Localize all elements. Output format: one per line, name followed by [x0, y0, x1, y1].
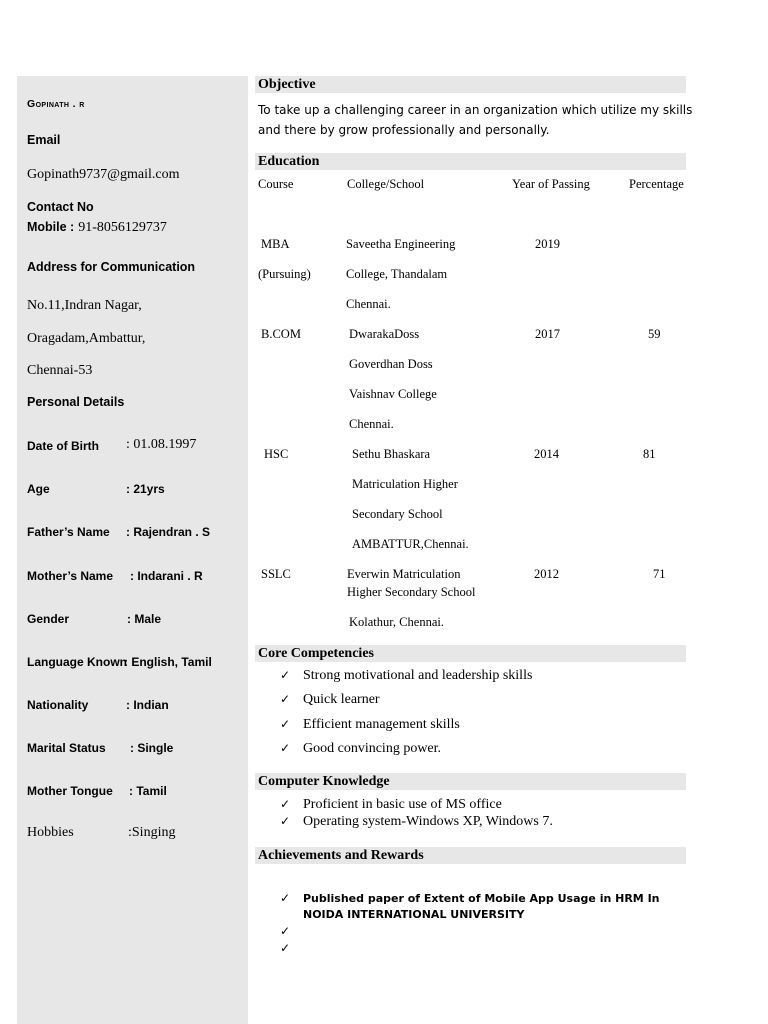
contact-label: Contact No [27, 200, 94, 214]
hobbies-label: Hobbies [27, 825, 74, 840]
percentage-column-header: Percentage [629, 177, 684, 191]
education-college: Secondary School [352, 507, 443, 521]
competency-item: Good convincing power. [303, 741, 442, 756]
hobbies-value: :Singing [128, 825, 176, 840]
computer-skill-item: Operating system-Windows XP, Windows 7. [303, 814, 553, 829]
check-icon: ✓ [280, 717, 291, 731]
education-college: Sethu Bhaskara [352, 447, 431, 461]
achievement-item: Published paper of Extent of Mobile App Usage in HRM In NOIDA INTERNATIONAL UNIVERSITY [303, 892, 660, 921]
education-heading: Education [255, 153, 686, 170]
language-label: Language Known [27, 655, 127, 669]
education-college: DwarakaDoss [349, 327, 420, 341]
check-icon: ✓ [280, 797, 291, 811]
education-course: HSC [264, 447, 289, 461]
college-column-header: College/School [347, 177, 425, 191]
education-course: SSLC [261, 567, 291, 581]
age-label: Age [27, 482, 50, 496]
father-name-value: : Rajendran . S [126, 525, 211, 539]
computer-skill-item: Proficient in basic use of MS office [303, 797, 502, 812]
education-year: 2017 [535, 327, 560, 341]
personal-details-title: Personal Details [27, 395, 125, 409]
address-line: No.11,Indran Nagar, [27, 298, 142, 313]
year-column-header: Year of Passing [512, 177, 590, 191]
course-column-header: Course [258, 177, 294, 191]
education-college: Goverdhan Doss [349, 357, 433, 371]
nationality-value: : Indian [126, 698, 169, 712]
education-course: (Pursuing) [258, 267, 311, 281]
gender-label: Gender [27, 612, 70, 626]
education-college: Higher Secondary School [347, 585, 476, 599]
check-icon: ✓ [280, 741, 291, 755]
computer-knowledge-heading: Computer Knowledge [255, 773, 686, 790]
education-year: 2014 [534, 447, 559, 461]
address-line: Oragadam,Ambattur, [27, 331, 146, 346]
language-value: : English, Tamil [124, 655, 212, 669]
achievements-heading: Achievements and Rewards [255, 847, 686, 864]
dob-label: Date of Birth [27, 439, 99, 453]
candidate-name: Gopinath . r [27, 98, 85, 110]
education-college: AMBATTUR,Chennai. [352, 537, 469, 551]
marital-status-value: : Single [130, 741, 174, 755]
nationality-label: Nationality [27, 698, 89, 712]
marital-status-label: Marital Status [27, 741, 106, 755]
education-college: Chennai. [346, 297, 391, 311]
check-icon: ✓ [280, 924, 291, 938]
email-value: Gopinath9737@gmail.com [27, 167, 180, 182]
education-year: 2012 [534, 567, 559, 581]
competency-item: Quick learner [303, 692, 380, 707]
education-course: B.COM [261, 327, 301, 341]
objective-text: To take up a challenging career in an organization which utilize my skills and there by grow professionally and personally. [258, 103, 693, 137]
education-percentage: 71 [653, 567, 666, 581]
mother-name-label: Mother’s Name [27, 569, 114, 583]
dob-value [126, 437, 196, 453]
education-college: Matriculation Higher [352, 477, 458, 491]
check-icon: ✓ [280, 814, 291, 828]
age-value: : 21yrs [126, 482, 165, 496]
education-percentage: 81 [643, 447, 656, 461]
gender-value: : Male [127, 612, 162, 626]
check-icon: ✓ [280, 891, 291, 905]
education-year: 2019 [535, 237, 560, 251]
mother-name-value: : Indarani . R [130, 569, 203, 583]
mother-tongue-label: Mother Tongue [27, 784, 113, 798]
education-percentage: 59 [648, 327, 661, 341]
education-college: College, Thandalam [346, 267, 448, 281]
mobile-line [27, 218, 167, 236]
competency-item: Strong motivational and leadership skills [303, 668, 533, 683]
father-name-label: Father’s Name [27, 525, 110, 539]
education-college: Saveetha Engineering [346, 237, 456, 251]
education-college: Vaishnav College [349, 387, 437, 401]
address-line: Chennai-53 [27, 363, 93, 378]
objective-heading: Objective [255, 76, 686, 93]
dob-text: : 01.08.1997 [126, 437, 197, 452]
check-icon: ✓ [280, 941, 291, 955]
email-label: Email [27, 133, 61, 147]
education-course: MBA [261, 237, 290, 251]
check-icon: ✓ [280, 692, 291, 706]
address-label: Address for Communication [27, 260, 196, 274]
education-college: Chennai. [349, 417, 394, 431]
mobile-label: Mobile : [27, 220, 75, 234]
mobile-value: 91-8056129737 [78, 220, 167, 235]
check-icon: ✓ [280, 668, 291, 682]
core-competencies-heading: Core Competencies [255, 645, 686, 662]
education-college: Everwin Matriculation [347, 567, 461, 581]
competency-item: Efficient management skills [303, 717, 460, 732]
education-college: Kolathur, Chennai. [349, 615, 444, 629]
mother-tongue-value: : Tamil [129, 784, 167, 798]
